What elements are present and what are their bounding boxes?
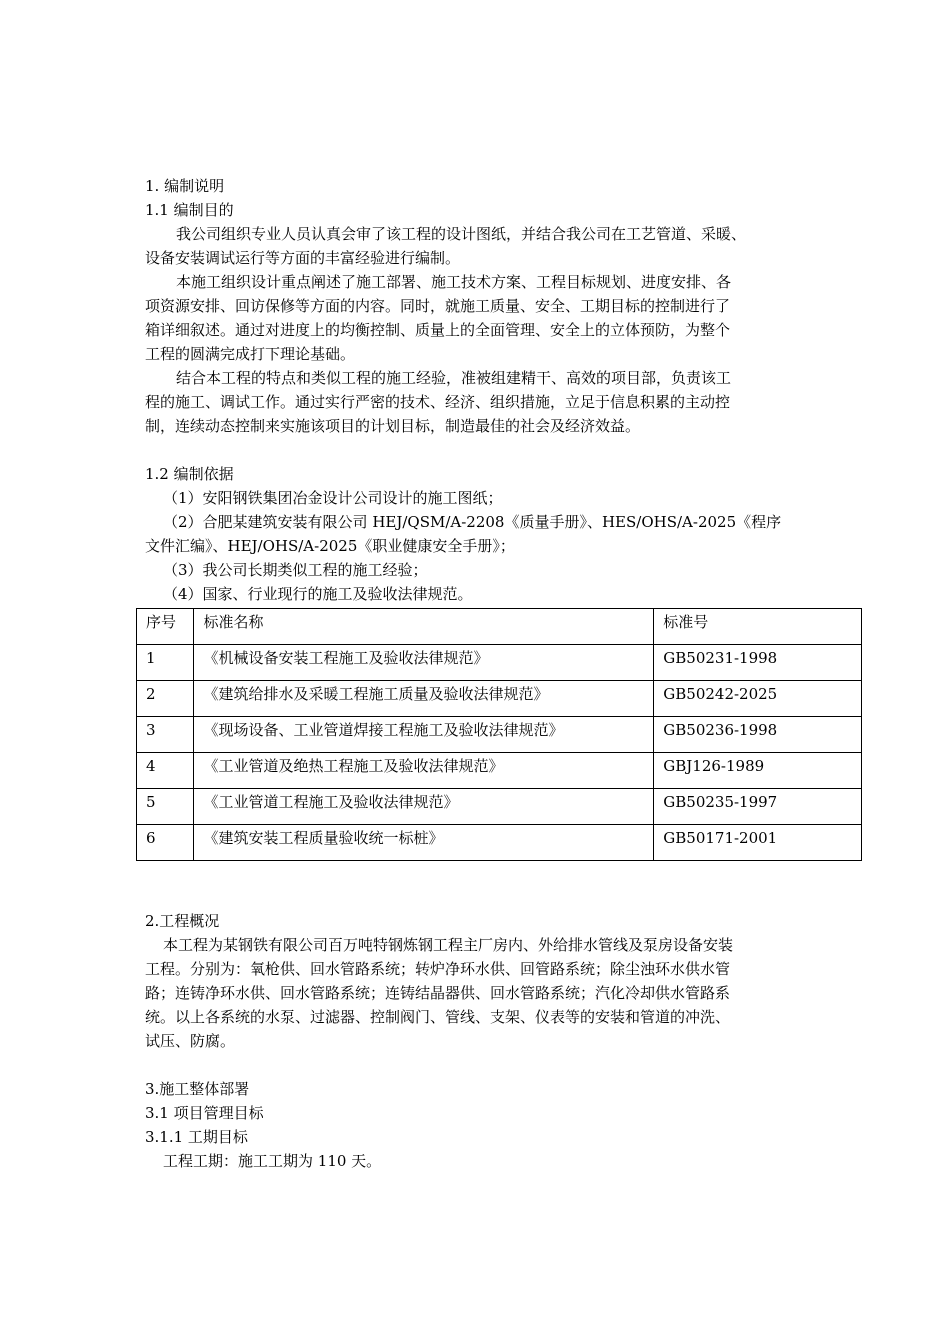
cell-index: 2 bbox=[137, 681, 194, 717]
table-header-row bbox=[137, 609, 862, 645]
paragraph-overview bbox=[145, 933, 815, 1053]
cell-standard-name: 《现场设备、工业管道焊接工程施工及验收法律规范》 bbox=[194, 717, 654, 753]
section-1-heading: 1. 编制说明 bbox=[145, 177, 225, 195]
text-line: 结合本工程的特点和类似工程的施工经验，准被组建精干、高效的项目部，负责该工 bbox=[176, 369, 732, 387]
table-row bbox=[137, 825, 862, 861]
text-line: 本施工组织设计重点阐述了施工部署、施工技术方案、工程目标规划、进度安排、各 bbox=[176, 273, 732, 291]
header-standard-number: 标准号 bbox=[654, 609, 862, 645]
spacer bbox=[145, 438, 815, 462]
cell-standard-name: 《工业管道及绝热工程施工及验收法律规范》 bbox=[194, 753, 654, 789]
cell-index: 3 bbox=[137, 717, 194, 753]
section-3-heading: 3.施工整体部署 bbox=[145, 1080, 250, 1098]
table-row bbox=[137, 789, 862, 825]
text-line: 试压、防腐。 bbox=[145, 1032, 236, 1050]
text-line: 设备安装调试运行等方面的丰富经验进行编制。 bbox=[145, 249, 461, 267]
cell-standard-number: GB50235-1997 bbox=[654, 789, 862, 825]
text-line: 工程的圆满完成打下理论基础。 bbox=[145, 345, 356, 363]
table-row bbox=[137, 717, 862, 753]
cell-standard-number: GB50171-2001 bbox=[654, 825, 862, 861]
cell-index: 5 bbox=[137, 789, 194, 825]
header-standard-name: 标准名称 bbox=[194, 609, 654, 645]
cell-index: 4 bbox=[137, 753, 194, 789]
basis-item-4: （4）国家、行业现行的施工及验收法律规范。 bbox=[163, 585, 473, 603]
spacer bbox=[145, 1053, 815, 1077]
cell-standard-name: 《机械设备安装工程施工及验收法律规范》 bbox=[194, 645, 654, 681]
section-1-2-heading: 1.2 编制依据 bbox=[145, 465, 234, 483]
standards-table-wrapper bbox=[136, 608, 862, 861]
document-page bbox=[145, 174, 815, 1173]
basis-item-2: （2）合肥某建筑安装有限公司 HEJ/QSM/A-2208《质量手册》、HES/OHS/A-2025《程序 bbox=[163, 513, 782, 531]
cell-index: 1 bbox=[137, 645, 194, 681]
cell-index: 6 bbox=[137, 825, 194, 861]
section-2-heading: 2.工程概况 bbox=[145, 912, 220, 930]
cell-standard-name: 《工业管道工程施工及验收法律规范》 bbox=[194, 789, 654, 825]
text-line: 项资源安排、回访保修等方面的内容。同时，就施工质量、安全、工期目标的控制进行了 bbox=[145, 297, 731, 315]
cell-standard-number: GB50236-1998 bbox=[654, 717, 862, 753]
header-index: 序号 bbox=[137, 609, 194, 645]
cell-standard-name: 《建筑安装工程质量验收统一标桩》 bbox=[194, 825, 654, 861]
section-3-1-1-heading: 3.1.1 工期目标 bbox=[145, 1128, 248, 1146]
text-line: 工程。分别为：氧枪供、回水管路系统；转炉净环水供、回管路系统；除尘浊环水供水管 bbox=[145, 960, 731, 978]
paragraph-purpose-1 bbox=[145, 222, 815, 270]
text-line: 我公司组织专业人员认真会审了该工程的设计图纸，并结合我公司在工艺管道、采暖、 bbox=[176, 225, 747, 243]
paragraph-purpose-3 bbox=[145, 366, 815, 438]
text-line: 程的施工、调试工作。通过实行严密的技术、经济、组织措施，立足于信息积累的主动控 bbox=[145, 393, 731, 411]
standards-table bbox=[136, 608, 862, 861]
cell-standard-number: GB50242-2025 bbox=[654, 681, 862, 717]
paragraph-purpose-2 bbox=[145, 270, 815, 366]
text-line: 统。以上各系统的水泵、过滤器、控制阀门、管线、支架、仪表等的安装和管道的冲洗、 bbox=[145, 1008, 731, 1026]
basis-item-1: （1）安阳钢铁集团冶金设计公司设计的施工图纸； bbox=[163, 489, 503, 507]
cell-standard-number: GBJ126-1989 bbox=[654, 753, 862, 789]
section-3-1-heading: 3.1 项目管理目标 bbox=[145, 1104, 264, 1122]
table-row bbox=[137, 645, 862, 681]
text-line: 制，连续动态控制来实施该项目的计划目标，制造最佳的社会及经济效益。 bbox=[145, 417, 641, 435]
table-row bbox=[137, 681, 862, 717]
basis-item-2-continued: 文件汇编》、HEJ/OHS/A-2025《职业健康安全手册》； bbox=[145, 537, 515, 555]
spacer bbox=[145, 861, 815, 909]
schedule-text: 工程工期：施工工期为 110 天。 bbox=[163, 1152, 382, 1170]
section-1-1-heading: 1.1 编制目的 bbox=[145, 201, 234, 219]
text-line: 箱详细叙述。通过对进度上的均衡控制、质量上的全面管理、安全上的立体预防，为整个 bbox=[145, 321, 731, 339]
table-row bbox=[137, 753, 862, 789]
cell-standard-number: GB50231-1998 bbox=[654, 645, 862, 681]
basis-item-3: （3）我公司长期类似工程的施工经验； bbox=[163, 561, 428, 579]
cell-standard-name: 《建筑给排水及采暖工程施工质量及验收法律规范》 bbox=[194, 681, 654, 717]
text-line: 本工程为某钢铁有限公司百万吨特钢炼钢工程主厂房内、外给排水管线及泵房设备安装 bbox=[163, 936, 734, 954]
text-line: 路；连铸净环水供、回水管路系统；连铸结晶器供、回水管路系统；汽化冷却供水管路系 bbox=[145, 984, 731, 1002]
